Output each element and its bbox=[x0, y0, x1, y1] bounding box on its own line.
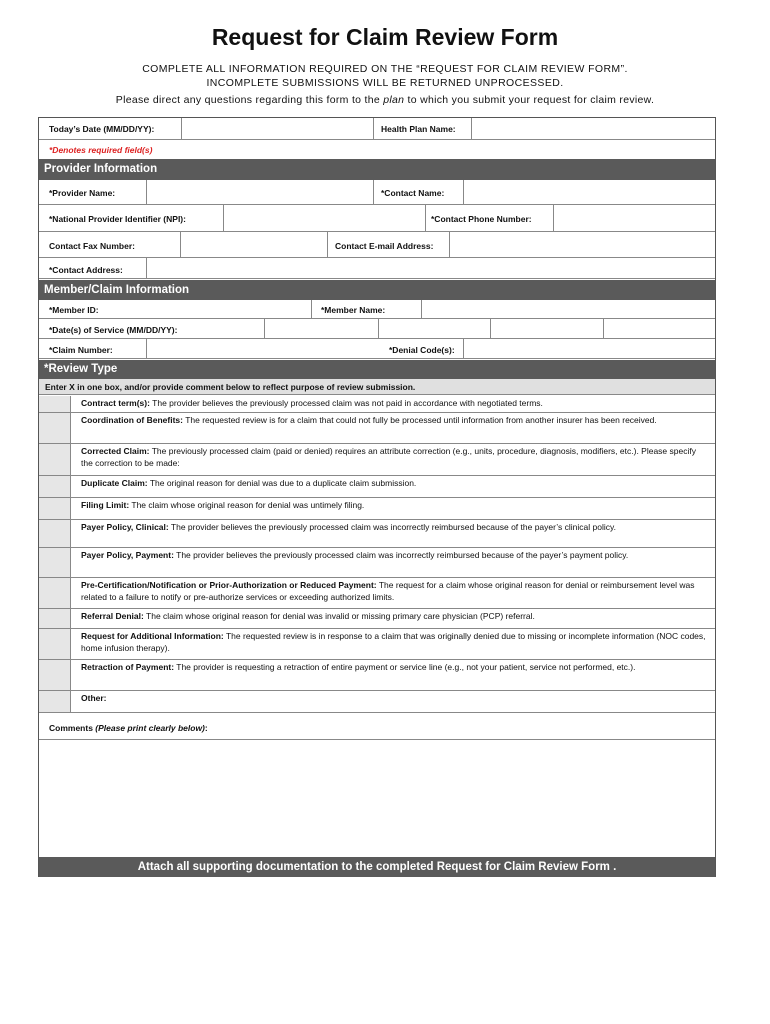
review-option-row bbox=[39, 498, 715, 520]
review-option-row bbox=[39, 444, 715, 476]
review-option-description: The claim whose original reason for denial was untimely filing. bbox=[129, 500, 365, 510]
review-option-label: Payer Policy, Clinical: bbox=[81, 522, 169, 532]
row-required-note bbox=[39, 140, 715, 159]
date-of-service-field-3[interactable] bbox=[491, 319, 603, 338]
review-option-label: Filing Limit: bbox=[81, 500, 130, 510]
review-option-row bbox=[39, 396, 715, 413]
contact-phone-label: *Contact Phone Number: bbox=[431, 214, 532, 224]
questions-note-pre: Please direct any questions regarding this form to the bbox=[115, 94, 384, 106]
review-option-label: Pre-Certification/Notification or Prior-Authorization or Reduced Payment: bbox=[81, 580, 377, 590]
review-option-checkbox[interactable] bbox=[39, 629, 71, 659]
claim-number-field[interactable] bbox=[147, 339, 379, 358]
review-option-label: Referral Denial: bbox=[81, 611, 144, 621]
member-name-field[interactable] bbox=[422, 300, 715, 318]
questions-note-post: to which you submit your request for claim review. bbox=[404, 94, 655, 106]
review-option-checkbox[interactable] bbox=[39, 396, 71, 412]
date-of-service-field-4[interactable] bbox=[604, 319, 715, 338]
denial-codes-field[interactable] bbox=[464, 339, 715, 358]
review-option-row bbox=[39, 691, 715, 713]
contact-email-field[interactable] bbox=[450, 232, 715, 257]
comments-section bbox=[39, 719, 715, 858]
review-option-label: Retraction of Payment: bbox=[81, 662, 175, 672]
page-title: Request for Claim Review Form bbox=[211, 24, 559, 50]
comments-label-hint: (Please print clearly below) bbox=[95, 723, 205, 733]
submission-notice bbox=[0, 62, 770, 90]
claim-review-form bbox=[38, 117, 716, 877]
review-option-checkbox[interactable] bbox=[39, 691, 71, 712]
review-option-label: Request for Additional Information: bbox=[81, 631, 224, 641]
review-option-row bbox=[39, 609, 715, 629]
questions-note-plan: plan bbox=[383, 94, 405, 106]
review-option-checkbox[interactable] bbox=[39, 498, 71, 519]
row-claim-number bbox=[39, 339, 715, 359]
review-option-text bbox=[81, 398, 709, 410]
row-dates-of-service bbox=[39, 319, 715, 339]
required-fields-note: *Denotes required field(s) bbox=[49, 145, 153, 155]
review-type-section-header: *Review Type bbox=[39, 360, 715, 379]
comments-label-colon: : bbox=[204, 723, 208, 733]
review-option-text bbox=[81, 500, 709, 512]
review-option-text bbox=[81, 611, 709, 623]
review-option-text bbox=[81, 631, 709, 654]
row-date-plan bbox=[39, 118, 715, 140]
review-option-label: Duplicate Claim: bbox=[81, 478, 148, 488]
npi-label: *National Provider Identifier (NPI): bbox=[49, 214, 186, 224]
review-option-checkbox[interactable] bbox=[39, 609, 71, 628]
row-provider-name bbox=[39, 180, 715, 205]
member-id-field[interactable] bbox=[147, 300, 311, 318]
notice-line-2: INCOMPLETE SUBMISSIONS WILL BE RETURNED UNPROCESSED. bbox=[206, 77, 564, 89]
review-option-checkbox[interactable] bbox=[39, 520, 71, 547]
review-option-description: The request for a claim whose original reason for denial or reimbursement level was related to a failure to notify or pre-authorize services or exceeding authorized limits. bbox=[81, 580, 695, 602]
review-option-checkbox[interactable] bbox=[39, 548, 71, 577]
review-option-description: The provider is requesting a retraction of entire payment or service line (e.g., not your patient, service not performed, etc.). bbox=[174, 662, 636, 672]
provider-section-header: Provider Information bbox=[39, 159, 715, 180]
review-option-row bbox=[39, 476, 715, 498]
date-of-service-field-2[interactable] bbox=[379, 319, 490, 338]
review-option-checkbox[interactable] bbox=[39, 476, 71, 497]
contact-name-label: *Contact Name: bbox=[381, 188, 445, 198]
questions-note bbox=[0, 94, 770, 106]
todays-date-label: Today’s Date (MM/DD/YY): bbox=[49, 124, 155, 134]
attach-documentation-footer: Attach all supporting documentation to the completed Request for Claim Review Form . bbox=[39, 857, 715, 877]
review-option-row bbox=[39, 520, 715, 548]
comments-label bbox=[49, 723, 208, 733]
contact-address-field[interactable] bbox=[147, 258, 715, 278]
denial-codes-label: *Denial Code(s): bbox=[389, 345, 455, 355]
review-option-description: The provider believes the previously processed claim was incorrectly reimbursed because of the payer’s clinical policy. bbox=[168, 522, 616, 532]
member-name-label: *Member Name: bbox=[321, 305, 386, 315]
review-option-description: The requested review is in response to a claim that was originally denied due to missing or incomplete information (NOC codes, home infusion therapy). bbox=[81, 631, 706, 653]
comments-label-text: Comments bbox=[49, 723, 96, 733]
review-option-row bbox=[39, 660, 715, 691]
review-option-label: Corrected Claim: bbox=[81, 446, 150, 456]
dates-of-service-label: *Date(s) of Service (MM/DD/YY): bbox=[49, 325, 178, 335]
review-option-text bbox=[81, 662, 709, 674]
npi-field[interactable] bbox=[224, 205, 424, 231]
member-section-header: Member/Claim Information bbox=[39, 280, 715, 300]
review-option-description: The provider believes the previously processed claim was incorrectly reimbursed because of the payer’s payment policy. bbox=[173, 550, 629, 560]
contact-phone-field[interactable] bbox=[554, 205, 715, 231]
row-fax-email bbox=[39, 232, 715, 258]
health-plan-field[interactable] bbox=[472, 118, 715, 139]
review-option-row bbox=[39, 629, 715, 660]
review-option-text bbox=[81, 415, 709, 427]
row-contact-address bbox=[39, 258, 715, 279]
contact-name-field[interactable] bbox=[464, 180, 715, 204]
review-option-description: The claim whose original reason for denial was invalid or missing primary care physician (PCP) referral. bbox=[143, 611, 535, 621]
review-option-checkbox[interactable] bbox=[39, 413, 71, 443]
review-option-description: The requested review is for a claim that could not fully be processed until information from another insurer has been received. bbox=[183, 415, 657, 425]
review-option-label: Coordination of Benefits: bbox=[81, 415, 183, 425]
review-option-checkbox[interactable] bbox=[39, 578, 71, 608]
review-option-text bbox=[81, 580, 709, 603]
review-option-row bbox=[39, 548, 715, 578]
provider-name-label: *Provider Name: bbox=[49, 188, 116, 198]
review-option-text bbox=[81, 446, 709, 469]
review-option-checkbox[interactable] bbox=[39, 444, 71, 475]
contact-address-label: *Contact Address: bbox=[49, 265, 123, 275]
review-option-text bbox=[81, 693, 709, 705]
todays-date-field[interactable] bbox=[182, 118, 372, 139]
provider-name-field[interactable] bbox=[147, 180, 372, 204]
review-option-label: Other: bbox=[81, 693, 107, 703]
contact-fax-field[interactable] bbox=[181, 232, 326, 257]
row-npi bbox=[39, 205, 715, 232]
review-option-label: Payer Policy, Payment: bbox=[81, 550, 174, 560]
review-option-description: The provider believes the previously processed claim was not paid in accordance with negotiated terms. bbox=[149, 398, 543, 408]
date-of-service-field-1[interactable] bbox=[265, 319, 378, 338]
review-option-text bbox=[81, 550, 709, 562]
health-plan-label: Health Plan Name: bbox=[381, 124, 456, 134]
contact-fax-label: Contact Fax Number: bbox=[49, 241, 135, 251]
member-id-label: *Member ID: bbox=[49, 305, 99, 315]
review-option-description: The previously processed claim (paid or denied) requires an attribute correction (e.g., units, procedure, diagnosis, modifiers, etc.). Please specify the correction to be made: bbox=[81, 446, 696, 468]
review-option-row bbox=[39, 413, 715, 444]
row-member-id bbox=[39, 300, 715, 319]
contact-email-label: Contact E-mail Address: bbox=[335, 241, 434, 251]
claim-number-label: *Claim Number: bbox=[49, 345, 113, 355]
comments-textarea[interactable] bbox=[39, 739, 715, 857]
review-type-instruction: Enter X in one box, and/or provide comment below to reflect purpose of review submission. bbox=[39, 379, 715, 395]
review-option-text bbox=[81, 478, 709, 490]
review-option-label: Contract term(s): bbox=[81, 398, 150, 408]
review-option-row bbox=[39, 578, 715, 609]
review-option-description: The original reason for denial was due to a duplicate claim submission. bbox=[147, 478, 417, 488]
review-option-checkbox[interactable] bbox=[39, 660, 71, 690]
review-option-text bbox=[81, 522, 709, 534]
notice-line-1: COMPLETE ALL INFORMATION REQUIRED ON THE “REQUEST FOR CLAIM REVIEW FORM”. bbox=[142, 63, 628, 75]
